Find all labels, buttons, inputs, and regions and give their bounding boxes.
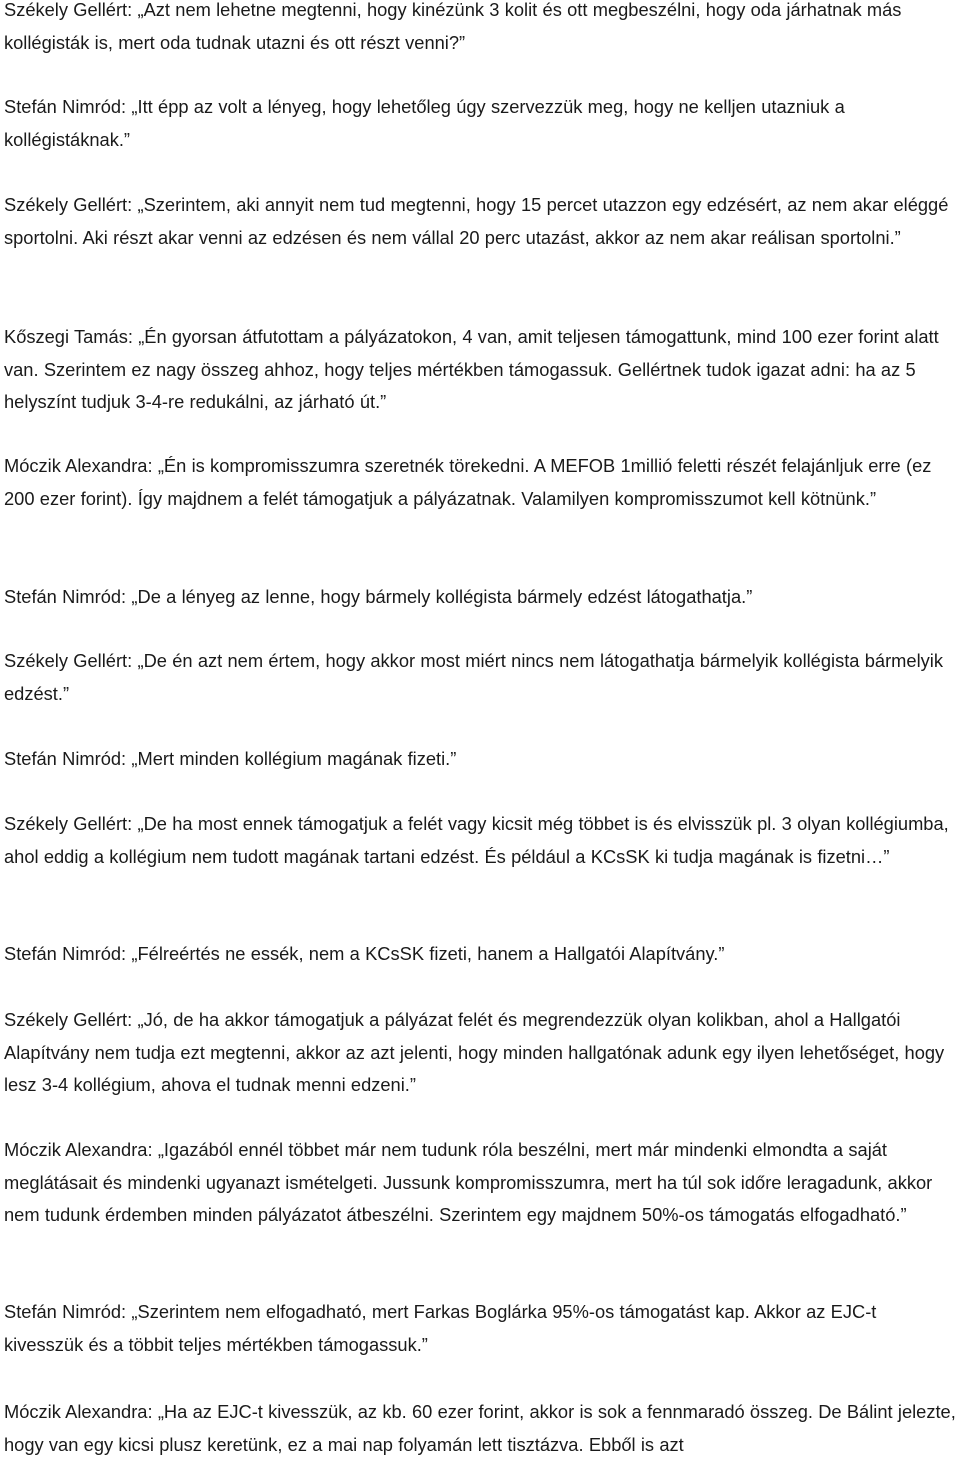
paragraph [4, 1134, 956, 1232]
paragraph [4, 645, 956, 710]
paragraph [4, 938, 956, 971]
speaker-name: Kőszegi Tamás: [4, 326, 133, 347]
speaker-name: Stefán Nimród: [4, 943, 127, 964]
speaker-name: Stefán Nimród: [4, 748, 127, 769]
paragraph-text: „Szerintem, aki annyit nem tud megtenni, hogy 15 percet utazzon egy edzésért, az nem akar eléggé sportolni. Aki részt akar venni az edzésen és nem vállal 20 perc utazást, akkor az nem akar reálisan sportolni.” [4, 194, 949, 248]
paragraph-text: „Itt épp az volt a lényeg, hogy lehetőleg úgy szervezzük meg, hogy ne kelljen utazniuk a kollégistáknak.” [4, 96, 845, 150]
paragraph-text: „Azt nem lehetne megtenni, hogy kinézünk 3 kolit és ott megbeszélni, hogy oda járhatnak más kollégisták is, mert oda tudnak utazni és ott részt venni?” [4, 0, 902, 53]
paragraph [4, 189, 956, 254]
paragraph [4, 450, 956, 515]
paragraph-text: „De a lényeg az lenne, hogy bármely kollégista bármely edzést látogathatja.” [131, 586, 753, 607]
speaker-name: Stefán Nimród: [4, 586, 127, 607]
speaker-name: Stefán Nimród: [4, 1301, 127, 1322]
paragraph [4, 1004, 956, 1102]
speaker-name: Székely Gellért: [4, 1009, 133, 1030]
speaker-name: Székely Gellért: [4, 650, 133, 671]
speaker-name: Székely Gellért: [4, 0, 133, 20]
speaker-name: Székely Gellért: [4, 194, 133, 215]
paragraph [4, 1296, 956, 1361]
paragraph-text: „Félreértés ne essék, nem a KCsSK fizeti, hanem a Hallgatói Alapítvány.” [131, 943, 725, 964]
paragraph [4, 321, 956, 419]
paragraph-text: „Én gyorsan átfutottam a pályázatokon, 4 van, amit teljesen támogattunk, mind 100 ezer forint alatt van. Szerintem ez nagy összeg ahhoz, hogy teljes mértékben támogassuk. Gellértnek tudok igazat adni: ha az 5 helyszínt tudjuk 3-4-re redukálni, az járható út.” [4, 326, 939, 412]
paragraph-text: „Én is kompromisszumra szeretnék törekedni. A MEFOB 1millió feletti részét felajánljuk erre (ez 200 ezer forint). Így majdnem a felét támogatjuk a pályázatnak. Valamilyen kompromisszumot kell kötnünk.” [4, 455, 932, 509]
speaker-name: Móczik Alexandra: [4, 455, 153, 476]
paragraph-text: „Igazából ennél többet már nem tudunk róla beszélni, mert már mindenki elmondta a saját meglátásait és mindenki ugyanazt ismételgeti. Jussunk kompromisszumra, mert ha túl sok időre leragadunk, akkor nem tudunk érdemben minden pályázatot átbeszélni. Szerintem egy majdnem 50%-os támogatás elfogadható.” [4, 1139, 933, 1225]
speaker-name: Stefán Nimród: [4, 96, 127, 117]
paragraph [4, 743, 956, 776]
speaker-name: Móczik Alexandra: [4, 1139, 153, 1160]
paragraph-text: „Jó, de ha akkor támogatjuk a pályázat felét és megrendezzük olyan kolikban, ahol a Hallgatói Alapítvány nem tudja ezt megtenni, akkor az azt jelenti, hogy minden hallgatónak adunk egy ilyen lehetőséget, hogy lesz 3-4 kollégium, ahova el tudnak menni edzeni.” [4, 1009, 945, 1095]
paragraph-text: „Szerintem nem elfogadható, mert Farkas Boglárka 95%-os támogatást kap. Akkor az EJC-t kivesszük és a többit teljes mértékben támogassuk.” [4, 1301, 877, 1355]
paragraph-text: „De én azt nem értem, hogy akkor most miért nincs nem látogathatja bármelyik kollégista bármelyik edzést.” [4, 650, 943, 704]
paragraph [4, 91, 956, 156]
paragraph-text: „De ha most ennek támogatjuk a felét vagy kicsit még többet is és elvisszük pl. 3 olyan kollégiumba, ahol eddig a kollégium nem tudott magának tartani edzést. És például a KCsSK ki tudja magának is fizetni…” [4, 813, 949, 867]
paragraph-text: „Ha az EJC-t kivesszük, az kb. 60 ezer forint, akkor is sok a fennmaradó összeg. De Bálint jelezte, hogy van egy kicsi plusz keretünk, ez a mai nap folyamán lett tisztázva. Ebből is azt [4, 1401, 956, 1455]
paragraph [4, 0, 956, 59]
paragraph [4, 1396, 956, 1458]
paragraph [4, 581, 956, 614]
paragraph-text: „Mert minden kollégium magának fizeti.” [131, 748, 457, 769]
paragraph [4, 808, 956, 873]
speaker-name: Székely Gellért: [4, 813, 133, 834]
speaker-name: Móczik Alexandra: [4, 1401, 153, 1422]
